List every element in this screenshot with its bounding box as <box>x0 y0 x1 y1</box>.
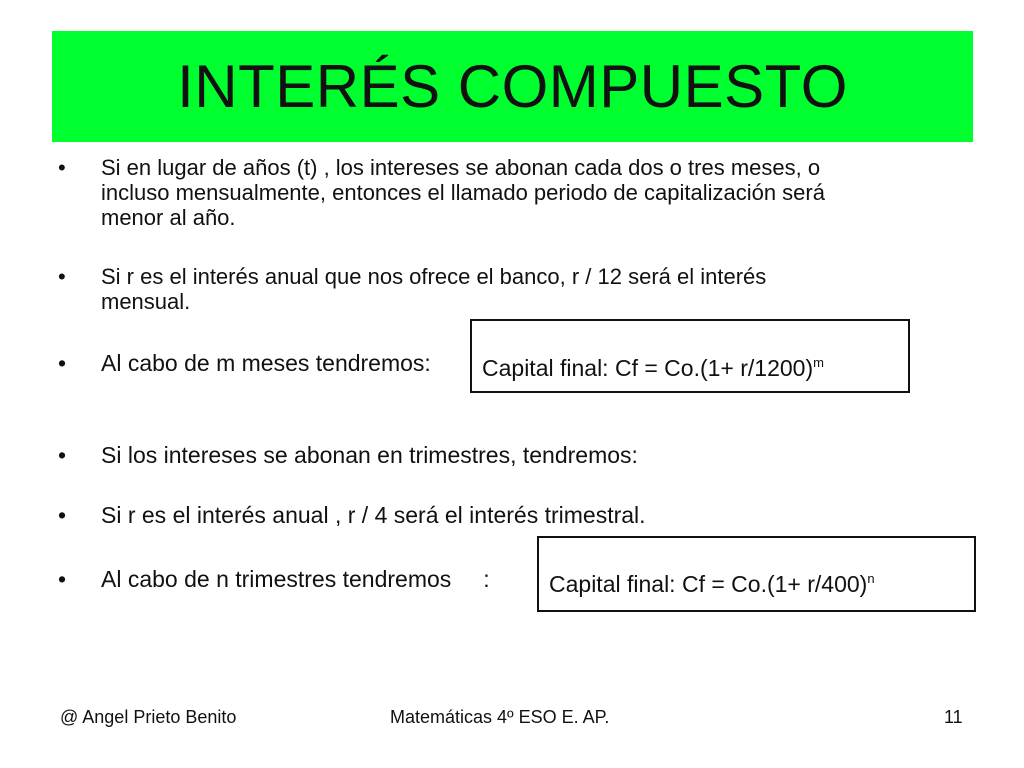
formula-quarterly <box>549 567 875 596</box>
bullet-marker: • <box>58 566 67 592</box>
bullet-marker: • <box>58 264 66 289</box>
formula-quarterly-text: Capital final: Cf = Co.(1+ r/400) <box>549 571 868 597</box>
bullet-1-line-1: Si en lugar de años (t) , los intereses se abonan cada dos o tres meses, o <box>101 155 821 180</box>
bullet-marker: • <box>58 155 66 180</box>
bullet-marker: • <box>58 502 67 528</box>
bullet-marker: • <box>58 442 67 468</box>
bullet-6-line-1: Al cabo de n trimestres tendremos : <box>101 566 490 592</box>
bullet-2-line-2: mensual. <box>101 289 191 314</box>
bullet-1-line-2: incluso mensualmente, entonces el llamado periodo de capitalización será <box>101 180 825 205</box>
footer-author: @ Angel Prieto Benito <box>60 707 237 727</box>
slide-title: INTERÉS COMPUESTO <box>177 53 848 120</box>
bullet-marker: • <box>58 350 67 376</box>
footer-page-number: 11 <box>944 707 963 727</box>
bullet-2-line-1: Si r es el interés anual que nos ofrece el banco, r / 12 será el interés <box>101 264 767 289</box>
formula-monthly-text: Capital final: Cf = Co.(1+ r/1200) <box>482 355 814 381</box>
formula-monthly-exponent: m <box>813 355 824 370</box>
bullet-3-line-1: Al cabo de m meses tendremos: <box>101 350 431 376</box>
bullet-4-line-1: Si los intereses se abonan en trimestres, tendremos: <box>101 442 638 468</box>
formula-quarterly-exponent: n <box>867 571 875 586</box>
title-banner <box>52 31 973 142</box>
formula-monthly <box>482 351 824 380</box>
footer-course: Matemáticas 4º ESO E. AP. <box>390 707 610 727</box>
bullet-5-line-1: Si r es el interés anual , r / 4 será el interés trimestral. <box>101 502 646 528</box>
bullet-1-line-3: menor al año. <box>101 205 236 230</box>
